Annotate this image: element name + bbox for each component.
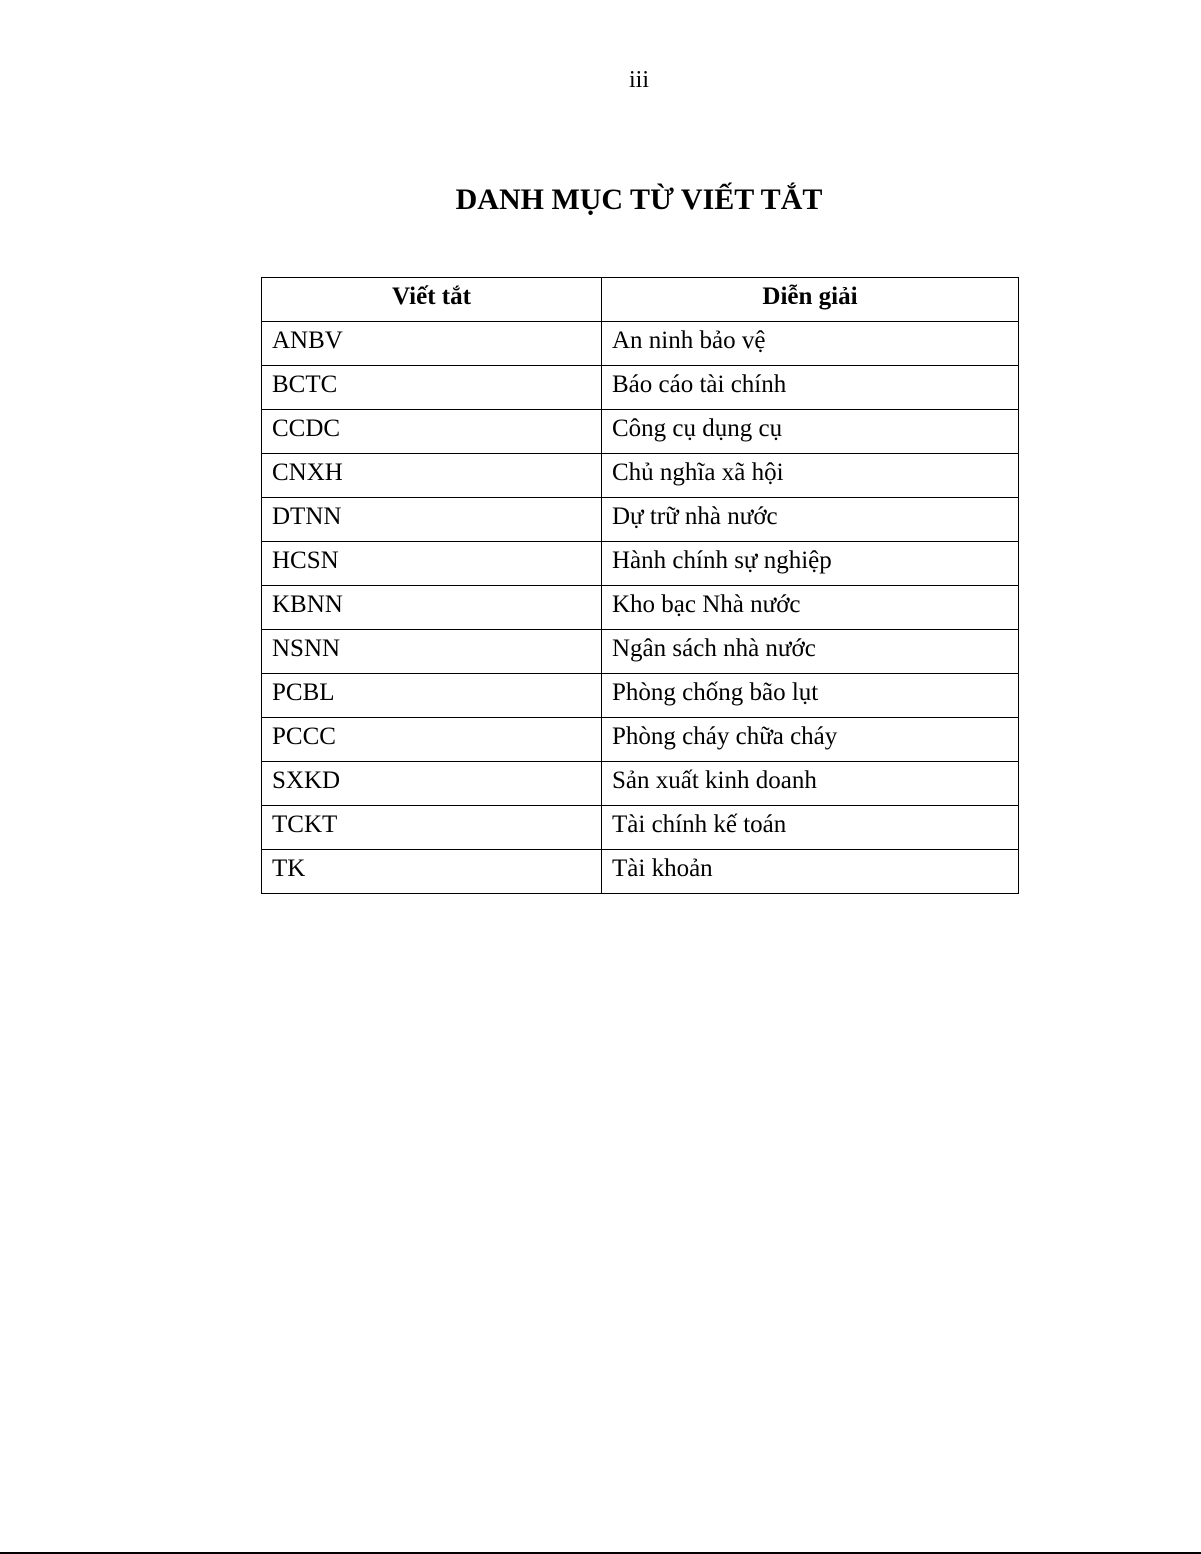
abbreviation-cell: ANBV (262, 322, 602, 366)
description-cell: Sản xuất kinh doanh (602, 762, 1019, 806)
header-description: Diễn giải (602, 278, 1019, 322)
table-row (262, 718, 1019, 762)
abbreviation-cell: CCDC (262, 410, 602, 454)
table-row (262, 674, 1019, 718)
abbreviation-cell: PCCC (262, 718, 602, 762)
abbreviation-cell: BCTC (262, 366, 602, 410)
table-row (262, 630, 1019, 674)
table-row (262, 498, 1019, 542)
abbreviation-cell: HCSN (262, 542, 602, 586)
table-row (262, 542, 1019, 586)
description-cell: Hành chính sự nghiệp (602, 542, 1019, 586)
table-row (262, 366, 1019, 410)
abbreviation-cell: KBNN (262, 586, 602, 630)
description-cell: Chủ nghĩa xã hội (602, 454, 1019, 498)
description-cell: An ninh bảo vệ (602, 322, 1019, 366)
table-row (262, 322, 1019, 366)
description-cell: Dự trữ nhà nước (602, 498, 1019, 542)
table-header-row (262, 278, 1019, 322)
page-number: iii (628, 67, 649, 93)
table-row (262, 806, 1019, 850)
description-cell: Công cụ dụng cụ (602, 410, 1019, 454)
table-row (262, 410, 1019, 454)
description-cell: Phòng cháy chữa cháy (602, 718, 1019, 762)
table-row (262, 762, 1019, 806)
description-cell: Tài chính kế toán (602, 806, 1019, 850)
abbreviation-cell: CNXH (262, 454, 602, 498)
table-row (262, 850, 1019, 894)
abbreviation-cell: TK (262, 850, 602, 894)
header-abbreviation: Viết tắt (262, 278, 602, 322)
table-row (262, 586, 1019, 630)
page-title: DANH MỤC TỪ VIẾT TẮT (455, 183, 823, 216)
description-cell: Báo cáo tài chính (602, 366, 1019, 410)
abbreviation-cell: TCKT (262, 806, 602, 850)
description-cell: Phòng chống bão lụt (602, 674, 1019, 718)
abbreviation-cell: NSNN (262, 630, 602, 674)
description-cell: Ngân sách nhà nước (602, 630, 1019, 674)
table-row (262, 454, 1019, 498)
abbreviation-table (261, 277, 1019, 894)
abbreviation-cell: PCBL (262, 674, 602, 718)
description-cell: Kho bạc Nhà nước (602, 586, 1019, 630)
abbreviation-cell: DTNN (262, 498, 602, 542)
abbreviation-cell: SXKD (262, 762, 602, 806)
description-cell: Tài khoản (602, 850, 1019, 894)
